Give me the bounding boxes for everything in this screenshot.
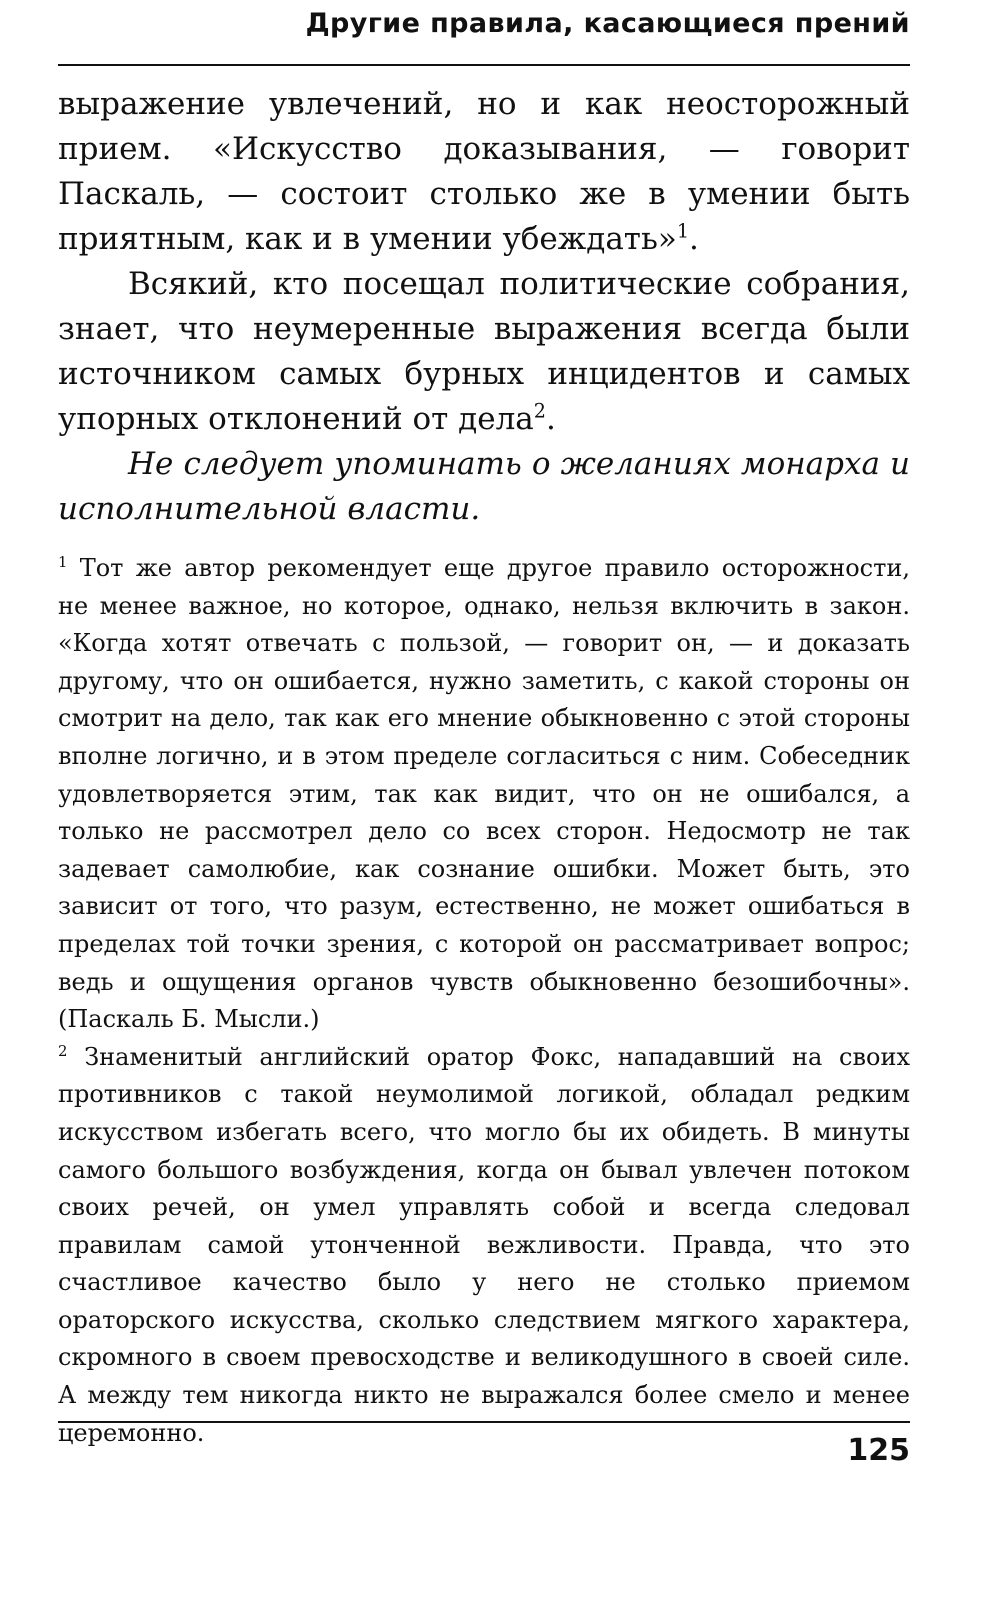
paragraph-end: . <box>545 401 556 437</box>
footnote-mark: 2 <box>58 1041 68 1060</box>
running-title: Другие правила, касающиеся прений <box>305 8 910 39</box>
paragraph-text: Всякий, кто посещал политические собрания, знает, что неумеренные выражения всегда были источником самых бурных инцидентов и самых упорных отклонений от дела <box>58 266 910 437</box>
header-rule <box>58 64 910 66</box>
footnotes <box>58 550 910 1452</box>
main-text <box>58 82 910 532</box>
paragraph-end: . <box>689 221 699 257</box>
rule-heading: Не следует упоминать о желаниях монарха и исполнительной власти. <box>58 446 910 527</box>
footnote-ref: 2 <box>533 399 546 423</box>
footnote-text: Тот же автор рекомендует еще другое правило осторожности, не менее важное, но которое, однако, нельзя включить в закон. «Когда хотят отвечать с пользой, — говорит он, — и доказать другому, что он ошибается, нужно заметить, с какой стороны он смотрит на дело, так как его мнение обыкновенно с этой стороны вполне логично, и в этом пределе согласиться с ним. Собеседник удовлетворяется этим, так как видит, что он не ошибался, а только не рассмотрел дело со всех сторон. Недосмотр не так задевает самолюбие, как сознание ошибки. Может быть, это зависит от того, что разум, естественно, не может ошибаться в пределах той точки зрения, с которой он рассматривает вопрос; ведь и ощущения органов чувств обыкновенно безошибочны». (Паскаль Б. Мысли.) <box>58 554 910 1034</box>
footnote-mark: 1 <box>58 553 68 571</box>
paragraph-text: выражение увлечений, но и как неосторожный прием. «Искусство доказывания, — говорит Паскаль, — состоит столько же в умении быть приятным, как и в умении убеждать» <box>58 86 910 257</box>
paragraph <box>58 262 910 442</box>
footnote-text: Знаменитый английский оратор Фокс, нападавший на своих противников с такой неумолимой логикой, обладал редким искусством избегать всего, что могло бы их обидеть. В минуты самого большого возбуждения, когда он бывал увлечен потоком своих речей, он умел управлять собой и всегда следовал правилам самой утонченной вежливости. Правда, что это счастливое качество было у него не столько приемом ораторского искусства, сколько следствием мягкого характера, скромного в своем превосходстве и великодушного в своей силе. А между тем никогда никто не выражался более смело и менее церемонно. <box>58 1042 910 1447</box>
paragraph <box>58 82 910 262</box>
footnote-ref: 1 <box>676 219 690 243</box>
footnote <box>58 1039 910 1453</box>
page-number: 125 <box>847 1433 910 1468</box>
footer-rule <box>58 1421 910 1423</box>
footnote <box>58 550 910 1039</box>
